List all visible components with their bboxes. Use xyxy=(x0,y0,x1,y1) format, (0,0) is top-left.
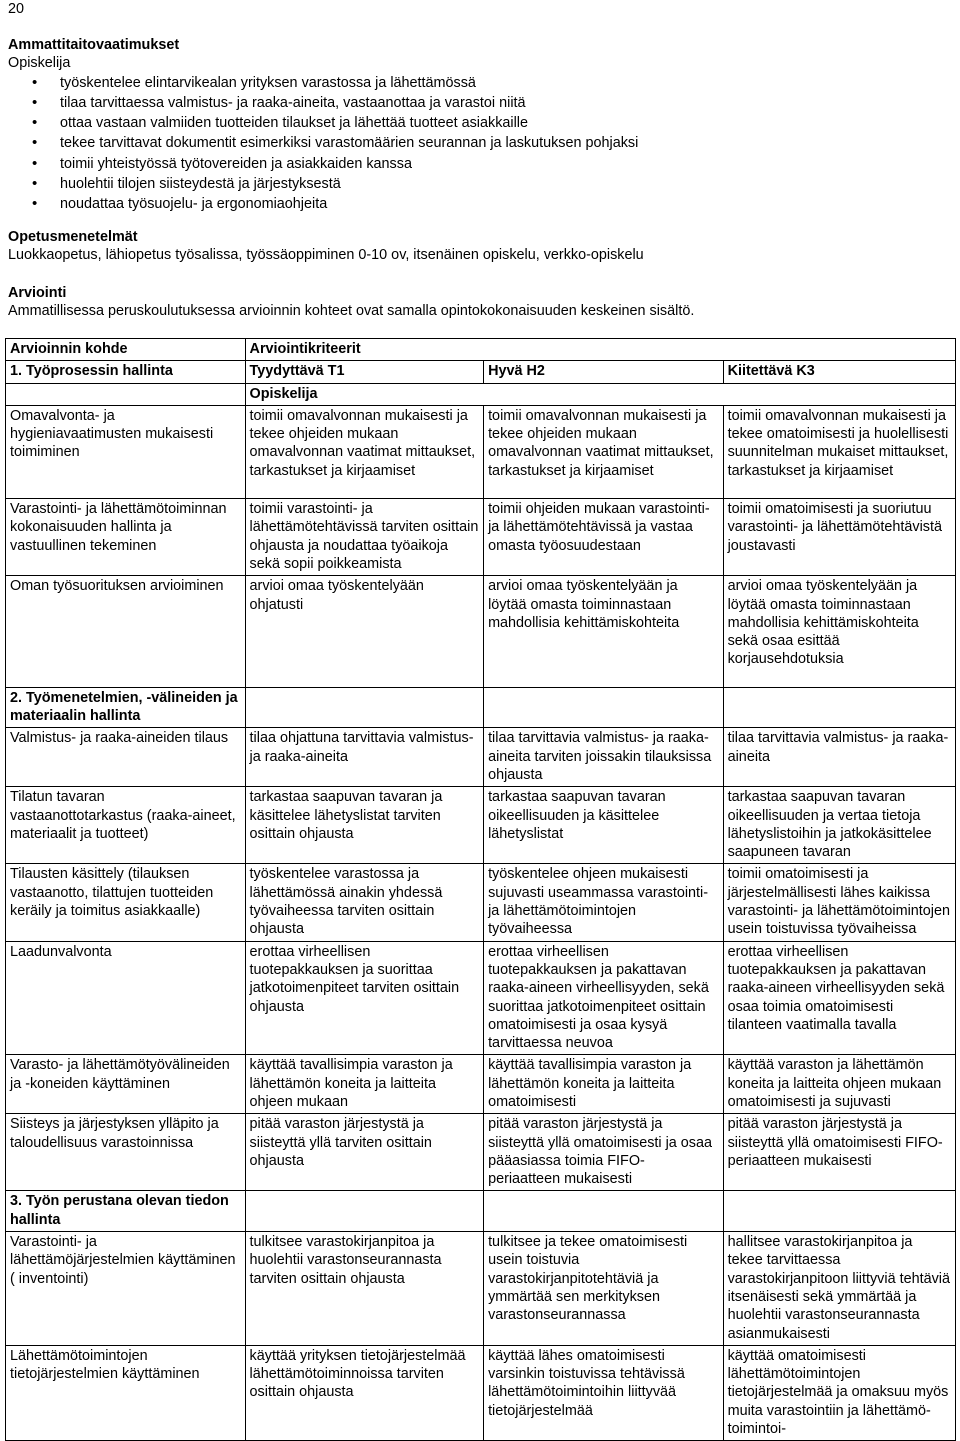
target-cell: Laadunvalvonta xyxy=(6,941,246,1055)
table-row xyxy=(6,1345,956,1440)
h2-cell: pitää varaston järjestystä ja siisteyttä yllä omatoimisesti ja osaa pääasiassa toimia FIFO- periaatteen mukaisesti xyxy=(484,1114,724,1191)
table-row xyxy=(6,576,956,687)
assessment-text: Ammatillisessa peruskoulutuksessa arvioinnin kohteet ovat samalla opintokokonaisuuden keskeinen sisältö. xyxy=(8,303,695,320)
h2-cell: työskentelee ohjeen mukaisesti sujuvasti useammassa varastointi- ja lähettämötoimintojen työvaiheessa xyxy=(484,864,724,941)
methods-text: Luokkaopetus, lähiopetus työsalissa, työssäoppiminen 0-10 ov, itsenäinen opiskelu, verkko-opiskelu xyxy=(8,247,644,264)
table-row xyxy=(6,687,956,728)
table-cell xyxy=(6,383,246,405)
table-row xyxy=(6,1191,956,1232)
table-row xyxy=(6,787,956,864)
section-title: 3. Työn perustana olevan tiedon hallinta xyxy=(6,1191,246,1232)
h2-cell: toimii ohjeiden mukaan varastointi- ja lähettämötehtävissä ja vastaa omasta työosuudestaan xyxy=(484,499,724,576)
t1-cell: toimii omavalvonnan mukaisesti ja tekee ohjeiden mukaan omavalvonnan vaatimat mittaukset, tarkastukset ja kirjaamiset xyxy=(245,405,484,498)
t1-cell: toimii varastointi- ja lähettämötehtävissä tarviten osittain ohjausta ja noudattaa työaikoja sekä sopii poikkeamista xyxy=(245,499,484,576)
table-row xyxy=(6,361,956,383)
target-cell: Omavalvonta- ja hygieniavaatimusten mukaisesti toimiminen xyxy=(6,405,246,498)
h2-cell: käyttää lähes omatoimisesti varsinkin toistuvissa tehtävissä lähettämötoimintoihin liittyvää tietojärjestelmää xyxy=(484,1345,724,1440)
t1-cell: käyttää yrityksen tietojärjestelmää lähettämötoiminnoissa tarviten osittain ohjausta xyxy=(245,1345,484,1440)
table-row xyxy=(6,1055,956,1114)
section-title: 2. Työmenetelmien, -välineiden ja materiaalin hallinta xyxy=(6,687,246,728)
k3-cell: toimii omavalvonnan mukaisesti ja tekee omatoimisesti ja huolellisesti suunnitelman mukaiset mittaukset, tarkastukset ja kirjaamiset xyxy=(723,405,955,498)
target-cell: Oman työsuorituksen arvioiminen xyxy=(6,576,246,687)
target-cell: Varastointi- ja lähettämötoiminnan kokonaisuuden hallinta ja vastuullinen tekeminen xyxy=(6,499,246,576)
t1-cell: arvioi omaa työskentelyään ohjatusti xyxy=(245,576,484,687)
head-criteria: Arviointikriteerit xyxy=(245,339,955,361)
methods-section xyxy=(8,228,952,265)
k3-cell: toimii omatoimisesti ja järjestelmällisesti lähes kaikissa varastointi- ja lähettämötoimintojen usein toistuvissa työvaiheissa xyxy=(723,864,955,941)
t1-cell: työskentelee varastossa ja lähettämössä ainakin yhdessä työvaiheessa tarviten osittain ohjausta xyxy=(245,864,484,941)
section-title: 1. Työprosessin hallinta xyxy=(6,361,246,383)
h2-cell: toimii omavalvonnan mukaisesti ja tekee ohjeiden mukaan omavalvonnan vaatimat mittaukset, tarkastukset ja kirjaamiset xyxy=(484,405,724,498)
list-item: • tekee tarvittavat dokumentit esimerkiksi varastomäärien seurannan ja laskutuksen pohjaksi xyxy=(8,133,952,153)
table-row xyxy=(6,864,956,941)
skills-heading: Ammattitaitovaatimukset xyxy=(8,37,180,53)
list-item: • työskentelee elintarvikealan yrityksen varastossa ja lähettämössä xyxy=(8,73,952,93)
grade-t1: Tyydyttävä T1 xyxy=(245,361,484,383)
h2-cell: arvioi omaa työskentelyään ja löytää omasta toiminnastaan mahdollisia kehittämiskohteita xyxy=(484,576,724,687)
target-cell: Siisteys ja järjestyksen ylläpito ja taloudellisuus varastoinnissa xyxy=(6,1114,246,1191)
list-item: • ottaa vastaan valmiiden tuotteiden tilaukset ja lähettää tuotteet asiakkaille xyxy=(8,113,952,133)
target-cell: Lähettämötoimintojen tietojärjestelmien käyttäminen xyxy=(6,1345,246,1440)
k3-cell: arvioi omaa työskentelyään ja löytää omasta toiminnastaan mahdollisia kehittämiskohteita sekä osaa esittää korjausehdotuksia xyxy=(723,576,955,687)
t1-cell: erottaa virheellisen tuotepakkauksen ja suorittaa jatkotoimenpiteet tarviten osittain ohjausta xyxy=(245,941,484,1055)
page-number: 20 xyxy=(8,1,25,17)
k3-cell: tilaa tarvittavia valmistus- ja raaka-aineita xyxy=(723,728,955,787)
t1-cell: tulkitsee varastokirjanpitoa ja huolehtii varastonseurannasta tarviten osittain ohjausta xyxy=(245,1232,484,1346)
student-label: Opiskelija xyxy=(245,383,955,405)
k3-cell: pitää varaston järjestystä ja siisteyttä yllä omatoimisesti FIFO- periaatteen mukaisesti xyxy=(723,1114,955,1191)
table-row xyxy=(6,941,956,1055)
k3-cell: hallitsee varastokirjanpitoa ja tekee tarvittaessa varastokirjanpitoon liittyviä tehtäviä itsenäisesti sekä ymmärtää ja huolehtii varastonseurannasta asianmukaisesti xyxy=(723,1232,955,1346)
target-cell: Tilatun tavaran vastaanottotarkastus (raaka-aineet, materiaalit ja tuotteet) xyxy=(6,787,246,864)
table-cell xyxy=(245,687,484,728)
methods-heading: Opetusmenetelmät xyxy=(8,229,138,245)
t1-cell: käyttää tavallisimpia varaston ja lähettämön koneita ja laitteita ohjeen mukaan xyxy=(245,1055,484,1114)
skills-subheading: Opiskelija xyxy=(8,55,71,72)
k3-cell: erottaa virheellisen tuotepakkauksen ja pakattavan raaka-aineen virheellisyyden sekä osaa toimia omatoimisesti tilanteen vaatimalla tavalla xyxy=(723,941,955,1055)
t1-cell: pitää varaston järjestystä ja siisteyttä yllä tarviten osittain ohjausta xyxy=(245,1114,484,1191)
criteria-table xyxy=(5,338,956,1441)
table-row xyxy=(6,1232,956,1346)
table-row xyxy=(6,383,956,405)
skills-section xyxy=(8,36,952,215)
table-row xyxy=(6,1114,956,1191)
table-cell xyxy=(245,1191,484,1232)
h2-cell: erottaa virheellisen tuotepakkauksen ja pakattavan raaka-aineen virheellisyyden, sekä suorittaa jatkotoimenpiteet osittain omatoimisesti ja osaa kysyä tarvittaessa neuvoa xyxy=(484,941,724,1055)
grade-h2: Hyvä H2 xyxy=(484,361,724,383)
t1-cell: tilaa ohjattuna tarvittavia valmistus- ja raaka-aineita xyxy=(245,728,484,787)
list-item: • tilaa tarvittaessa valmistus- ja raaka-aineita, vastaanottaa ja varastoi niitä xyxy=(8,93,952,113)
target-cell: Varastointi- ja lähettämöjärjestelmien käyttäminen ( inventointi) xyxy=(6,1232,246,1346)
table-row xyxy=(6,405,956,498)
h2-cell: tulkitsee ja tekee omatoimisesti usein toistuvia varastokirjanpitotehtäviä ja ymmärtää sen merkityksen varastonseurannassa xyxy=(484,1232,724,1346)
assessment-section xyxy=(8,284,952,321)
head-target: Arvioinnin kohde xyxy=(6,339,246,361)
list-item: • toimii yhteistyössä työtovereiden ja asiakkaiden kanssa xyxy=(8,154,952,174)
table-cell xyxy=(484,1191,724,1232)
table-row xyxy=(6,499,956,576)
k3-cell: toimii omatoimisesti ja suoriutuu varastointi- ja lähettämötehtävistä joustavasti xyxy=(723,499,955,576)
list-item: • huolehtii tilojen siisteydestä ja järjestyksestä xyxy=(8,174,952,194)
k3-cell: käyttää omatoimisesti lähettämötoimintojen tietojärjestelmää ja omaksuu myös muita varastointiin ja lähettämö- toimintoi- xyxy=(723,1345,955,1440)
table-cell xyxy=(723,1191,955,1232)
k3-cell: käyttää varaston ja lähettämön koneita ja laitteita ohjeen mukaan omatoimisesti ja sujuvasti xyxy=(723,1055,955,1114)
skills-list xyxy=(8,73,952,215)
h2-cell: käyttää tavallisimpia varaston ja lähettämön koneita ja laitteita omatoimisesti xyxy=(484,1055,724,1114)
t1-cell: tarkastaa saapuvan tavaran ja käsittelee lähetyslistat tarviten osittain ohjausta xyxy=(245,787,484,864)
table-cell xyxy=(723,687,955,728)
table-row xyxy=(6,728,956,787)
h2-cell: tilaa tarvittavia valmistus- ja raaka-aineita tarviten joissakin tilauksissa ohjausta xyxy=(484,728,724,787)
grade-k3: Kiitettävä K3 xyxy=(723,361,955,383)
h2-cell: tarkastaa saapuvan tavaran oikeellisuuden ja käsittelee lähetyslistat xyxy=(484,787,724,864)
target-cell: Varasto- ja lähettämötyövälineiden ja -koneiden käyttäminen xyxy=(6,1055,246,1114)
assessment-heading: Arviointi xyxy=(8,285,67,301)
target-cell: Tilausten käsittely (tilauksen vastaanotto, tilattujen tuotteiden keräily ja toimitus asiakkaalle) xyxy=(6,864,246,941)
target-cell: Valmistus- ja raaka-aineiden tilaus xyxy=(6,728,246,787)
k3-cell: tarkastaa saapuvan tavaran oikeellisuuden ja vertaa tietoja lähetyslistoihin ja jatkokäsittelee saapuneen tavaran xyxy=(723,787,955,864)
table-cell xyxy=(484,687,724,728)
table-row xyxy=(6,339,956,361)
list-item: • noudattaa työsuojelu- ja ergonomiaohjeita xyxy=(8,194,952,214)
